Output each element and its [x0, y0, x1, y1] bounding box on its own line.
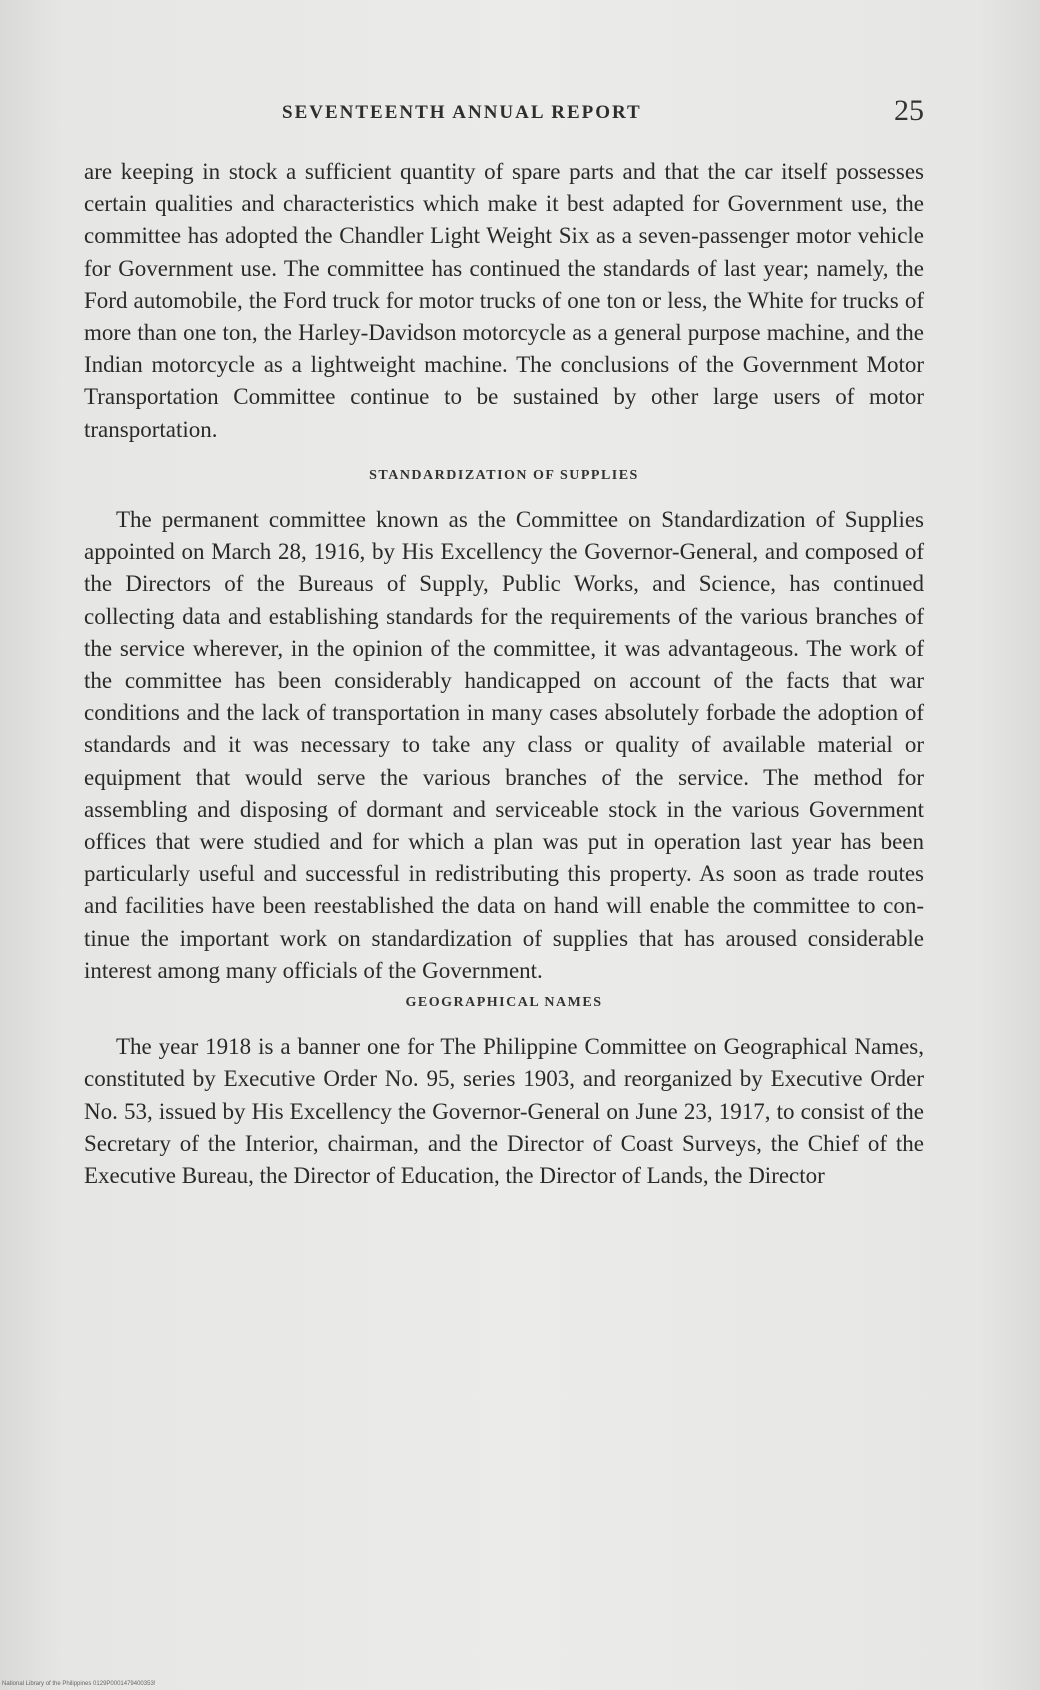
running-header [84, 94, 924, 138]
running-title: SEVENTEENTH ANNUAL REPORT [282, 102, 642, 123]
section-heading-geographical-names: GEOGRAPHICAL NAMES [405, 995, 603, 1011]
section-heading-standardization: STANDARDIZATION OF SUPPLIES [369, 467, 639, 483]
body-text [84, 156, 924, 1192]
paragraph-standardization: The permanent committee known as the Committee on Standardization of Supplies appointed on March 28, 1916, by His Excellency the Governor-General, and composed of the Directors of the Bureaus of Supply, Public Works, and Science, has continued collecting data and establishing standards for the requirements of the various branches of the service wherever, in the opinion of the committee, it was advantageous. The work of the committee has been considerably handicapped on account of the facts that war conditions and the lack of transportation in many cases absolutely forbade the adoption of standards and it was necessary to take any class or quality of available material or equipment that would serve the various branches of the service. The method for assembling and disposing of dormant and serviceable stock in the various Government offices that were studied and for which a plan was put in operation last year has been particularly useful and successful in redistributing this property. As soon as trade routes and facilities have been reestablished the data on hand will enable the committee to continue the important work on standardization of supplies that has aroused considerable interest among many officials of the Government. [84, 507, 924, 983]
paragraph-motor-vehicles: are keeping in stock a sufficient quantity of spare parts and that the car itself possesses certain qualities and characteristics which make it best adapted for Government use, the committee has adopted the Chandler Light Weight Six as a seven-passenger motor vehicle for Government use. The committee has continued the standards of last year; namely, the Ford automobile, the Ford truck for motor trucks of one ton or less, the White for trucks of more than one ton, the Harley-Davidson motorcycle as a general purpose machine, and the Indian motorcycle as a lightweight machine. The conclusions of the Government Motor Transportation Committee continue to be sustained by other large users of motor transportation. [84, 159, 924, 442]
paragraph-geographical-names: The year 1918 is a banner one for The Philippine Committee on Geographical Names, constituted by Executive Order No. 95, series 1903, and reorganized by Executive Order No. 53, issued by His Excellency the Governor-General on June 23, 1917, to consist of the Secretary of the Interior, chairman, and the Director of Coast Surveys, the Chief of the Executive Bureau, the Director of Education, the Director of Lands, the Director [84, 1034, 924, 1189]
page-number: 25 [894, 94, 924, 127]
scan-footer-note: National Library of the Philippines 0129P0001479400353! [2, 1681, 156, 1687]
